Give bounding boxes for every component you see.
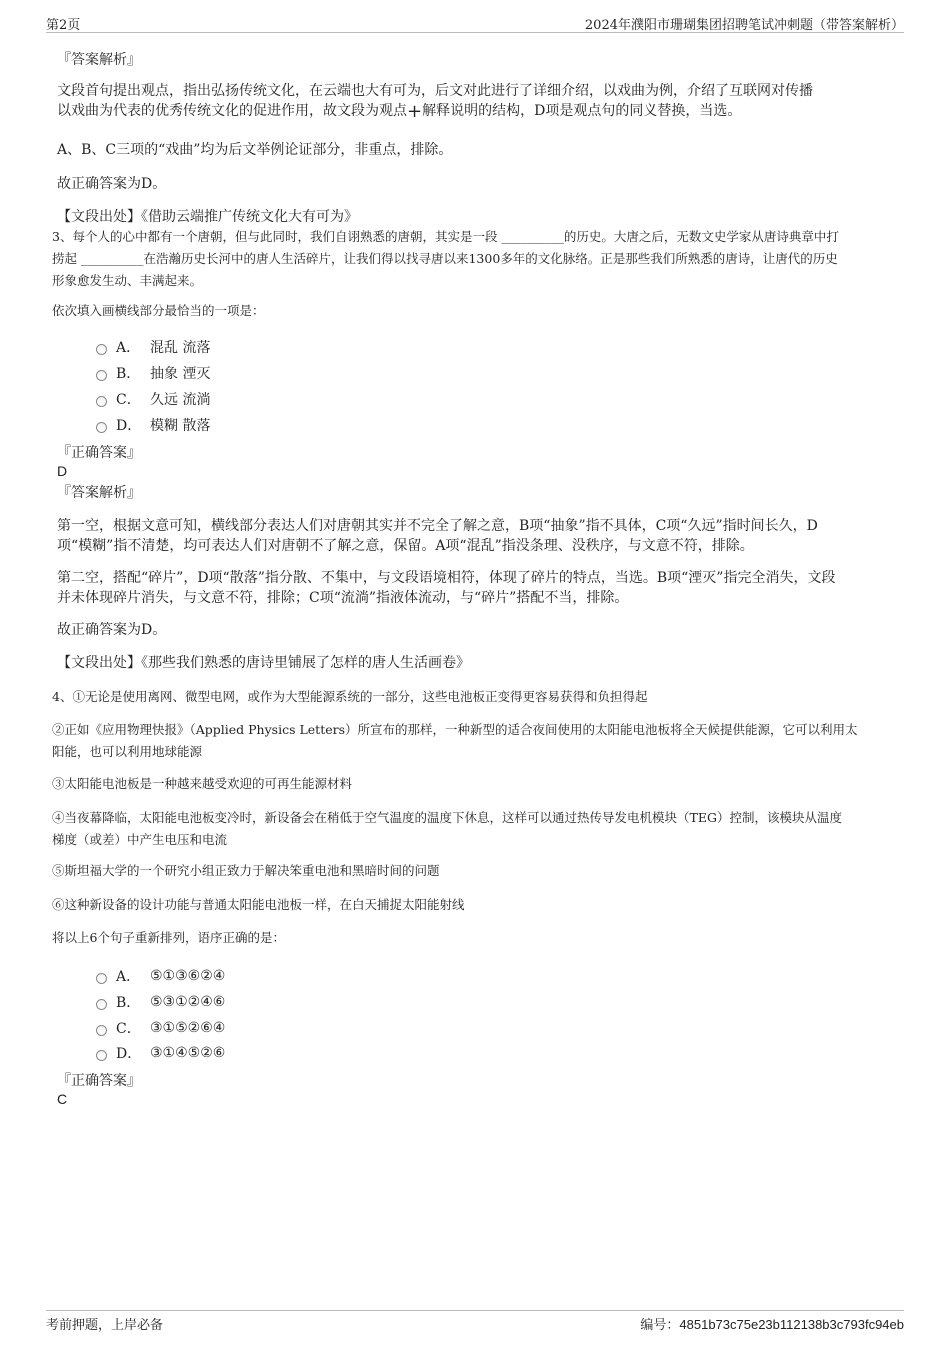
analysis-line: [57, 101, 897, 122]
option-text: 久远 流淌: [150, 392, 211, 408]
stem-line: 3、每个人的心中都有一个唐朝，但与此同时，我们自诩熟悉的唐朝，其实是一段 __________的历史。大唐之后，无数文史学家从唐诗典章中打: [52, 229, 839, 244]
stem-line: 形象愈发生动、丰满起来。: [52, 273, 203, 288]
answer-value: D: [57, 463, 68, 479]
analysis-line: 文段首句提出观点，指出弘扬传统文化，在云端也大有可为，后文对此进行了详细介绍，以戏曲为例，介绍了互联网对传播: [57, 83, 813, 99]
answer-label: 『正确答案』: [57, 1073, 141, 1089]
sentence-line: ④当夜幕降临，太阳能电池板变冷时，新设备会在稍低于空气温度的温度下休息，这样可以通过热传导发电机模块（TEG）控制，该模块从温度: [52, 810, 842, 825]
answer-value: C: [57, 1091, 68, 1107]
option-a[interactable]: [96, 966, 225, 986]
option-letter: C．: [116, 1021, 141, 1037]
plus-sign: +: [407, 101, 423, 122]
analysis-line: 第一空，根据文意可知，横线部分表达人们对唐朝其实并不完全了解之意，B项“抽象”指不具体，C项“久远”指时间长久，D: [57, 518, 818, 534]
radio-icon[interactable]: [96, 999, 107, 1010]
option-text: 混乱 流落: [150, 340, 211, 356]
source-citation: 【文段出处】《借助云端推广传统文化大有可为》: [57, 209, 358, 225]
analysis-label: 『答案解析』: [57, 52, 141, 68]
option-text: ⑤③①②④⑥: [150, 994, 226, 1010]
option-text: ⑤①③⑥②④: [150, 968, 226, 984]
conclusion: 故正确答案为D。: [57, 176, 167, 192]
analysis-label: 『答案解析』: [57, 485, 141, 501]
radio-icon[interactable]: [96, 396, 107, 407]
option-d[interactable]: [96, 1043, 225, 1063]
radio-icon[interactable]: [96, 1025, 107, 1036]
sentence-line: 梯度（或差）中产生电压和电流: [52, 832, 228, 847]
question-stem: [52, 226, 902, 292]
radio-icon[interactable]: [96, 422, 107, 433]
question-prompt: 依次填入画横线部分最恰当的一项是：: [52, 303, 265, 318]
footer-divider: [46, 1310, 904, 1311]
answer-label: 『正确答案』: [57, 445, 141, 461]
option-letter: D．: [116, 418, 142, 434]
sentence-line: 阳能，也可以利用地球能源: [52, 744, 203, 759]
option-text: 模糊 散落: [150, 418, 211, 434]
conclusion: 故正确答案为D。: [57, 622, 167, 638]
sentence-line: ②正如《应用物理快报》（Applied Physics Letters）所宣布的那样，一种新型的适合夜间使用的太阳能电池板将全天候提供能源，它可以利用太: [52, 722, 858, 737]
radio-icon[interactable]: [96, 370, 107, 381]
sentence-1: 4、①无论是使用离网、微型电网，或作为大型能源系统的一部分，这些电池板正变得更容易获得和负担得起: [52, 689, 648, 704]
option-c[interactable]: [96, 1018, 225, 1038]
option-text: ③①⑤②⑥④: [150, 1020, 226, 1036]
document-title: 2024年濮阳市珊瑚集团招聘笔试冲刺题（带答案解析）: [584, 18, 904, 33]
option-letter: B．: [116, 995, 141, 1011]
option-a[interactable]: [96, 337, 210, 357]
radio-icon[interactable]: [96, 1050, 107, 1061]
option-letter: B．: [116, 366, 141, 382]
analysis-paragraph: A、B、C三项的“戏曲”均为后文举例论证部分，非重点，排除。: [57, 142, 453, 158]
analysis-line: 项“模糊”指不清楚，均可表达人们对唐朝不了解之意，保留。A项“混乱”指没条理、没秩序，与文意不符，排除。: [57, 538, 754, 554]
header-divider: [46, 32, 904, 33]
option-letter: A．: [116, 969, 141, 985]
analysis-paragraph: [57, 516, 897, 556]
footer-slogan: 考前押题，上岸必备: [46, 1318, 164, 1333]
sentence-6: ⑥这种新设备的设计功能与普通太阳能电池板一样，在白天捕捉太阳能射线: [52, 897, 465, 912]
document-id: 编号：4851b73c75e23b112138b3c793fc94eb: [640, 1317, 904, 1332]
sentence-5: ⑤斯坦福大学的一个研究小组正致力于解决笨重电池和黑暗时间的问题: [52, 863, 440, 878]
source-citation: 【文段出处】《那些我们熟悉的唐诗里铺展了怎样的唐人生活画卷》: [57, 655, 470, 671]
option-letter: A．: [116, 340, 141, 356]
radio-icon[interactable]: [96, 973, 107, 984]
stem-line: 捞起 __________在浩瀚历史长河中的唐人生活碎片，让我们得以找寻唐以来1300多年的文化脉络。正是那些我们所熟悉的唐诗，让唐代的历史: [52, 251, 838, 266]
analysis-paragraph: [57, 568, 897, 608]
option-text: 抽象 湮灭: [150, 366, 211, 382]
analysis-line: 第二空，搭配“碎片”，D项“散落”指分散、不集中，与文段语境相符，体现了碎片的特点，当选。B项“湮灭”指完全消失，文段: [57, 570, 836, 586]
option-letter: C．: [116, 392, 141, 408]
analysis-text: 解释说明的结构，D项是观点句的同义替换，当选。: [422, 103, 742, 119]
analysis-text: 以戏曲为代表的优秀传统文化的促进作用，故文段为观点: [57, 103, 407, 119]
analysis-paragraph: [57, 81, 897, 122]
page-number: 第2页: [46, 18, 81, 33]
sentence-2: [52, 719, 902, 763]
question-prompt: 将以上6个句子重新排列，语序正确的是：: [52, 930, 285, 945]
option-text: ③①④⑤②⑥: [150, 1045, 226, 1061]
option-letter: D．: [116, 1046, 142, 1062]
option-c[interactable]: [96, 389, 210, 409]
option-b[interactable]: [96, 363, 210, 383]
analysis-line: 并未体现碎片消失，与文意不符，排除；C项“流淌”指液体流动，与“碎片”搭配不当，排除。: [57, 590, 629, 606]
radio-icon[interactable]: [96, 344, 107, 355]
option-d[interactable]: [96, 415, 210, 435]
option-b[interactable]: [96, 992, 225, 1012]
sentence-4: [52, 807, 902, 851]
sentence-3: ③太阳能电池板是一种越来越受欢迎的可再生能源材料: [52, 776, 353, 791]
